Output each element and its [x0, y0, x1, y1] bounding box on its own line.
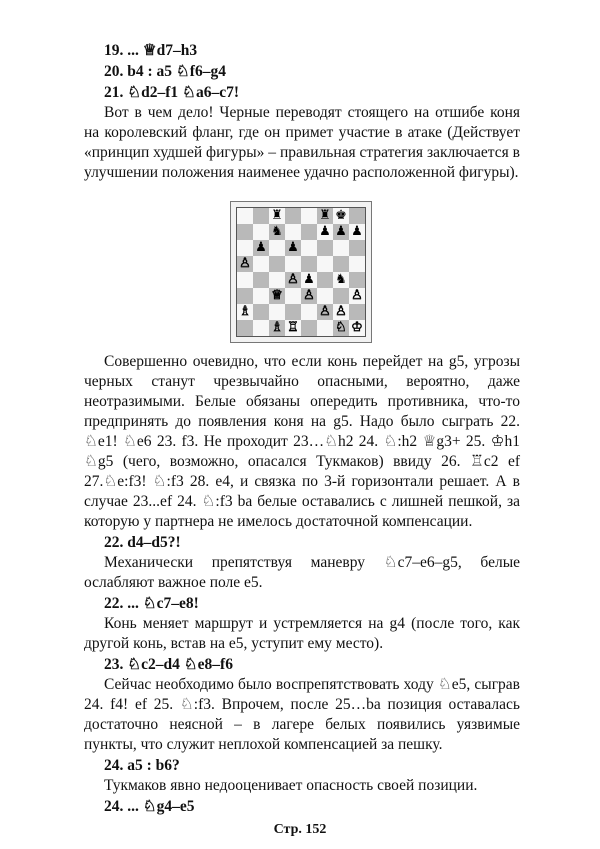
black-k-piece-icon: ♚ — [335, 208, 347, 223]
square-h3 — [349, 288, 365, 304]
square-c3 — [269, 288, 285, 304]
square-e2 — [301, 304, 317, 320]
square-c2 — [269, 304, 285, 320]
square-d6 — [285, 240, 301, 256]
square-f7 — [317, 224, 333, 240]
square-a1 — [237, 320, 253, 336]
square-f6 — [317, 240, 333, 256]
square-a5 — [237, 256, 253, 272]
square-g6 — [333, 240, 349, 256]
move-24: 24. a5 : b6? — [104, 757, 180, 774]
square-f8 — [317, 208, 333, 224]
move-22: 22. d4–d5?! — [104, 534, 181, 551]
square-e7 — [301, 224, 317, 240]
square-g8 — [333, 208, 349, 224]
black-p-piece-icon: ♟ — [319, 224, 331, 239]
black-n-piece-icon: ♞ — [271, 224, 283, 239]
square-a3 — [237, 288, 253, 304]
square-d1 — [285, 320, 301, 336]
square-h4 — [349, 272, 365, 288]
comment-paragraph-2: Совершенно очевидно, что если конь перейдет на g5, угрозы черных станут чрезвычайно опасными, вероятно, даже неотразимыми. Белые обязаны опередить противника, что-то предпринять до появления коня на g5. Надо было сыграть 22. ♘e1! ♘e6 23. f3. Не проходит 23…♘h2 24. ♘:h2 ♕g3+ 25. ♔h1 ♘g5 (чего, возможно, опасался Тукмаков) ввиду 26. ♖c2 ef 27.♘e:f3! ♘:f3 28. e4, и связка по 3-й горизонтали решает. А в случае 23...ef 24. ♘:f3 ba белые оставались с лишней пешкой, за которую у партнера не имелось достаточной компенсации. — [84, 353, 520, 530]
square-b8 — [253, 208, 269, 224]
square-a8 — [237, 208, 253, 224]
square-e3 — [301, 288, 317, 304]
black-p-piece-icon: ♟ — [287, 240, 299, 255]
square-f5 — [317, 256, 333, 272]
chess-diagram — [230, 201, 372, 343]
square-g2 — [333, 304, 349, 320]
square-g4 — [333, 272, 349, 288]
chess-board — [236, 207, 366, 337]
square-g3 — [333, 288, 349, 304]
move-20: 20. b4 : a5 ♘f6–g4 — [104, 63, 226, 80]
page-number: Стр. 152 — [273, 822, 327, 837]
white-p-piece-icon: ♙ — [303, 288, 315, 303]
square-b3 — [253, 288, 269, 304]
page-bottom — [84, 352, 520, 817]
square-h5 — [349, 256, 365, 272]
square-g7 — [333, 224, 349, 240]
black-p-piece-icon: ♟ — [255, 240, 267, 255]
move-21: 21. ♘d2–f1 ♘a6–c7! — [104, 84, 239, 101]
white-p-piece-icon: ♙ — [319, 304, 331, 319]
white-k-piece-icon: ♔ — [351, 320, 363, 335]
square-d4 — [285, 272, 301, 288]
white-r-piece-icon: ♖ — [287, 320, 299, 335]
white-b-piece-icon: ♗ — [239, 304, 251, 319]
square-h6 — [349, 240, 365, 256]
board-frame — [230, 201, 372, 343]
square-h1 — [349, 320, 365, 336]
square-c8 — [269, 208, 285, 224]
square-b1 — [253, 320, 269, 336]
comment-paragraph-1: Вот в чем дело! Черные переводят стоящего на отшибе коня на королевский фланг, где он примет участие в атаке (Действует «принцип худшей фигуры» – правильная стратегия заключается в улучшении положения наименее удачно расположенной фигуры). — [84, 104, 520, 181]
move-22-black: 22. ... ♘c7–e8! — [104, 595, 199, 612]
square-h7 — [349, 224, 365, 240]
square-d7 — [285, 224, 301, 240]
square-c4 — [269, 272, 285, 288]
square-a2 — [237, 304, 253, 320]
square-a4 — [237, 272, 253, 288]
square-b2 — [253, 304, 269, 320]
white-p-piece-icon: ♙ — [287, 272, 299, 287]
square-a6 — [237, 240, 253, 256]
square-b5 — [253, 256, 269, 272]
square-e4 — [301, 272, 317, 288]
square-c6 — [269, 240, 285, 256]
square-c1 — [269, 320, 285, 336]
square-g5 — [333, 256, 349, 272]
square-b4 — [253, 272, 269, 288]
black-n-piece-icon: ♞ — [335, 272, 347, 287]
square-f4 — [317, 272, 333, 288]
square-e6 — [301, 240, 317, 256]
white-n-piece-icon: ♘ — [335, 320, 347, 335]
square-f2 — [317, 304, 333, 320]
page-top — [84, 40, 520, 183]
square-b7 — [253, 224, 269, 240]
comment-paragraph-4: Конь меняет маршрут и устремляется на g4 (после того, как другой конь, встав на e5, уступит ему место). — [84, 615, 520, 652]
white-p-piece-icon: ♙ — [351, 288, 363, 303]
square-h2 — [349, 304, 365, 320]
square-e1 — [301, 320, 317, 336]
white-p-piece-icon: ♙ — [335, 304, 347, 319]
white-b-piece-icon: ♗ — [271, 320, 283, 335]
black-p-piece-icon: ♟ — [351, 224, 363, 239]
square-a7 — [237, 224, 253, 240]
square-c5 — [269, 256, 285, 272]
black-r-piece-icon: ♜ — [319, 208, 331, 223]
square-d3 — [285, 288, 301, 304]
square-c7 — [269, 224, 285, 240]
comment-paragraph-5: Сейчас необходимо было воспрепятствовать ходу ♘e5, сыграв 24. f4! ef 25. ♘:f3. Впрочем, после 25…ba позиция оставалась достаточно неясной – в лагере белых появились уязвимые пункты, что служит неплохой компенсацией за пешку. — [84, 676, 520, 753]
square-e8 — [301, 208, 317, 224]
black-p-piece-icon: ♟ — [303, 272, 315, 287]
comment-paragraph-6: Тукмаков явно недооценивает опасность своей позиции. — [104, 777, 478, 794]
move-19: 19. ... ♕d7–h3 — [104, 42, 198, 59]
square-f1 — [317, 320, 333, 336]
square-g1 — [333, 320, 349, 336]
square-h8 — [349, 208, 365, 224]
move-24-black: 24. ... ♘g4–e5 — [104, 798, 195, 815]
white-q-piece-icon: ♕ — [271, 288, 283, 303]
black-p-piece-icon: ♟ — [335, 224, 347, 239]
square-d5 — [285, 256, 301, 272]
square-b6 — [253, 240, 269, 256]
square-f3 — [317, 288, 333, 304]
square-d2 — [285, 304, 301, 320]
square-d8 — [285, 208, 301, 224]
move-23: 23. ♘c2–d4 ♘e8–f6 — [104, 656, 233, 673]
comment-paragraph-3: Механически препятствуя маневру ♘c7–e6–g5, белые ослабляют важное поле e5. — [84, 554, 520, 591]
white-p-piece-icon: ♙ — [239, 256, 251, 271]
square-e5 — [301, 256, 317, 272]
black-r-piece-icon: ♜ — [271, 208, 283, 223]
